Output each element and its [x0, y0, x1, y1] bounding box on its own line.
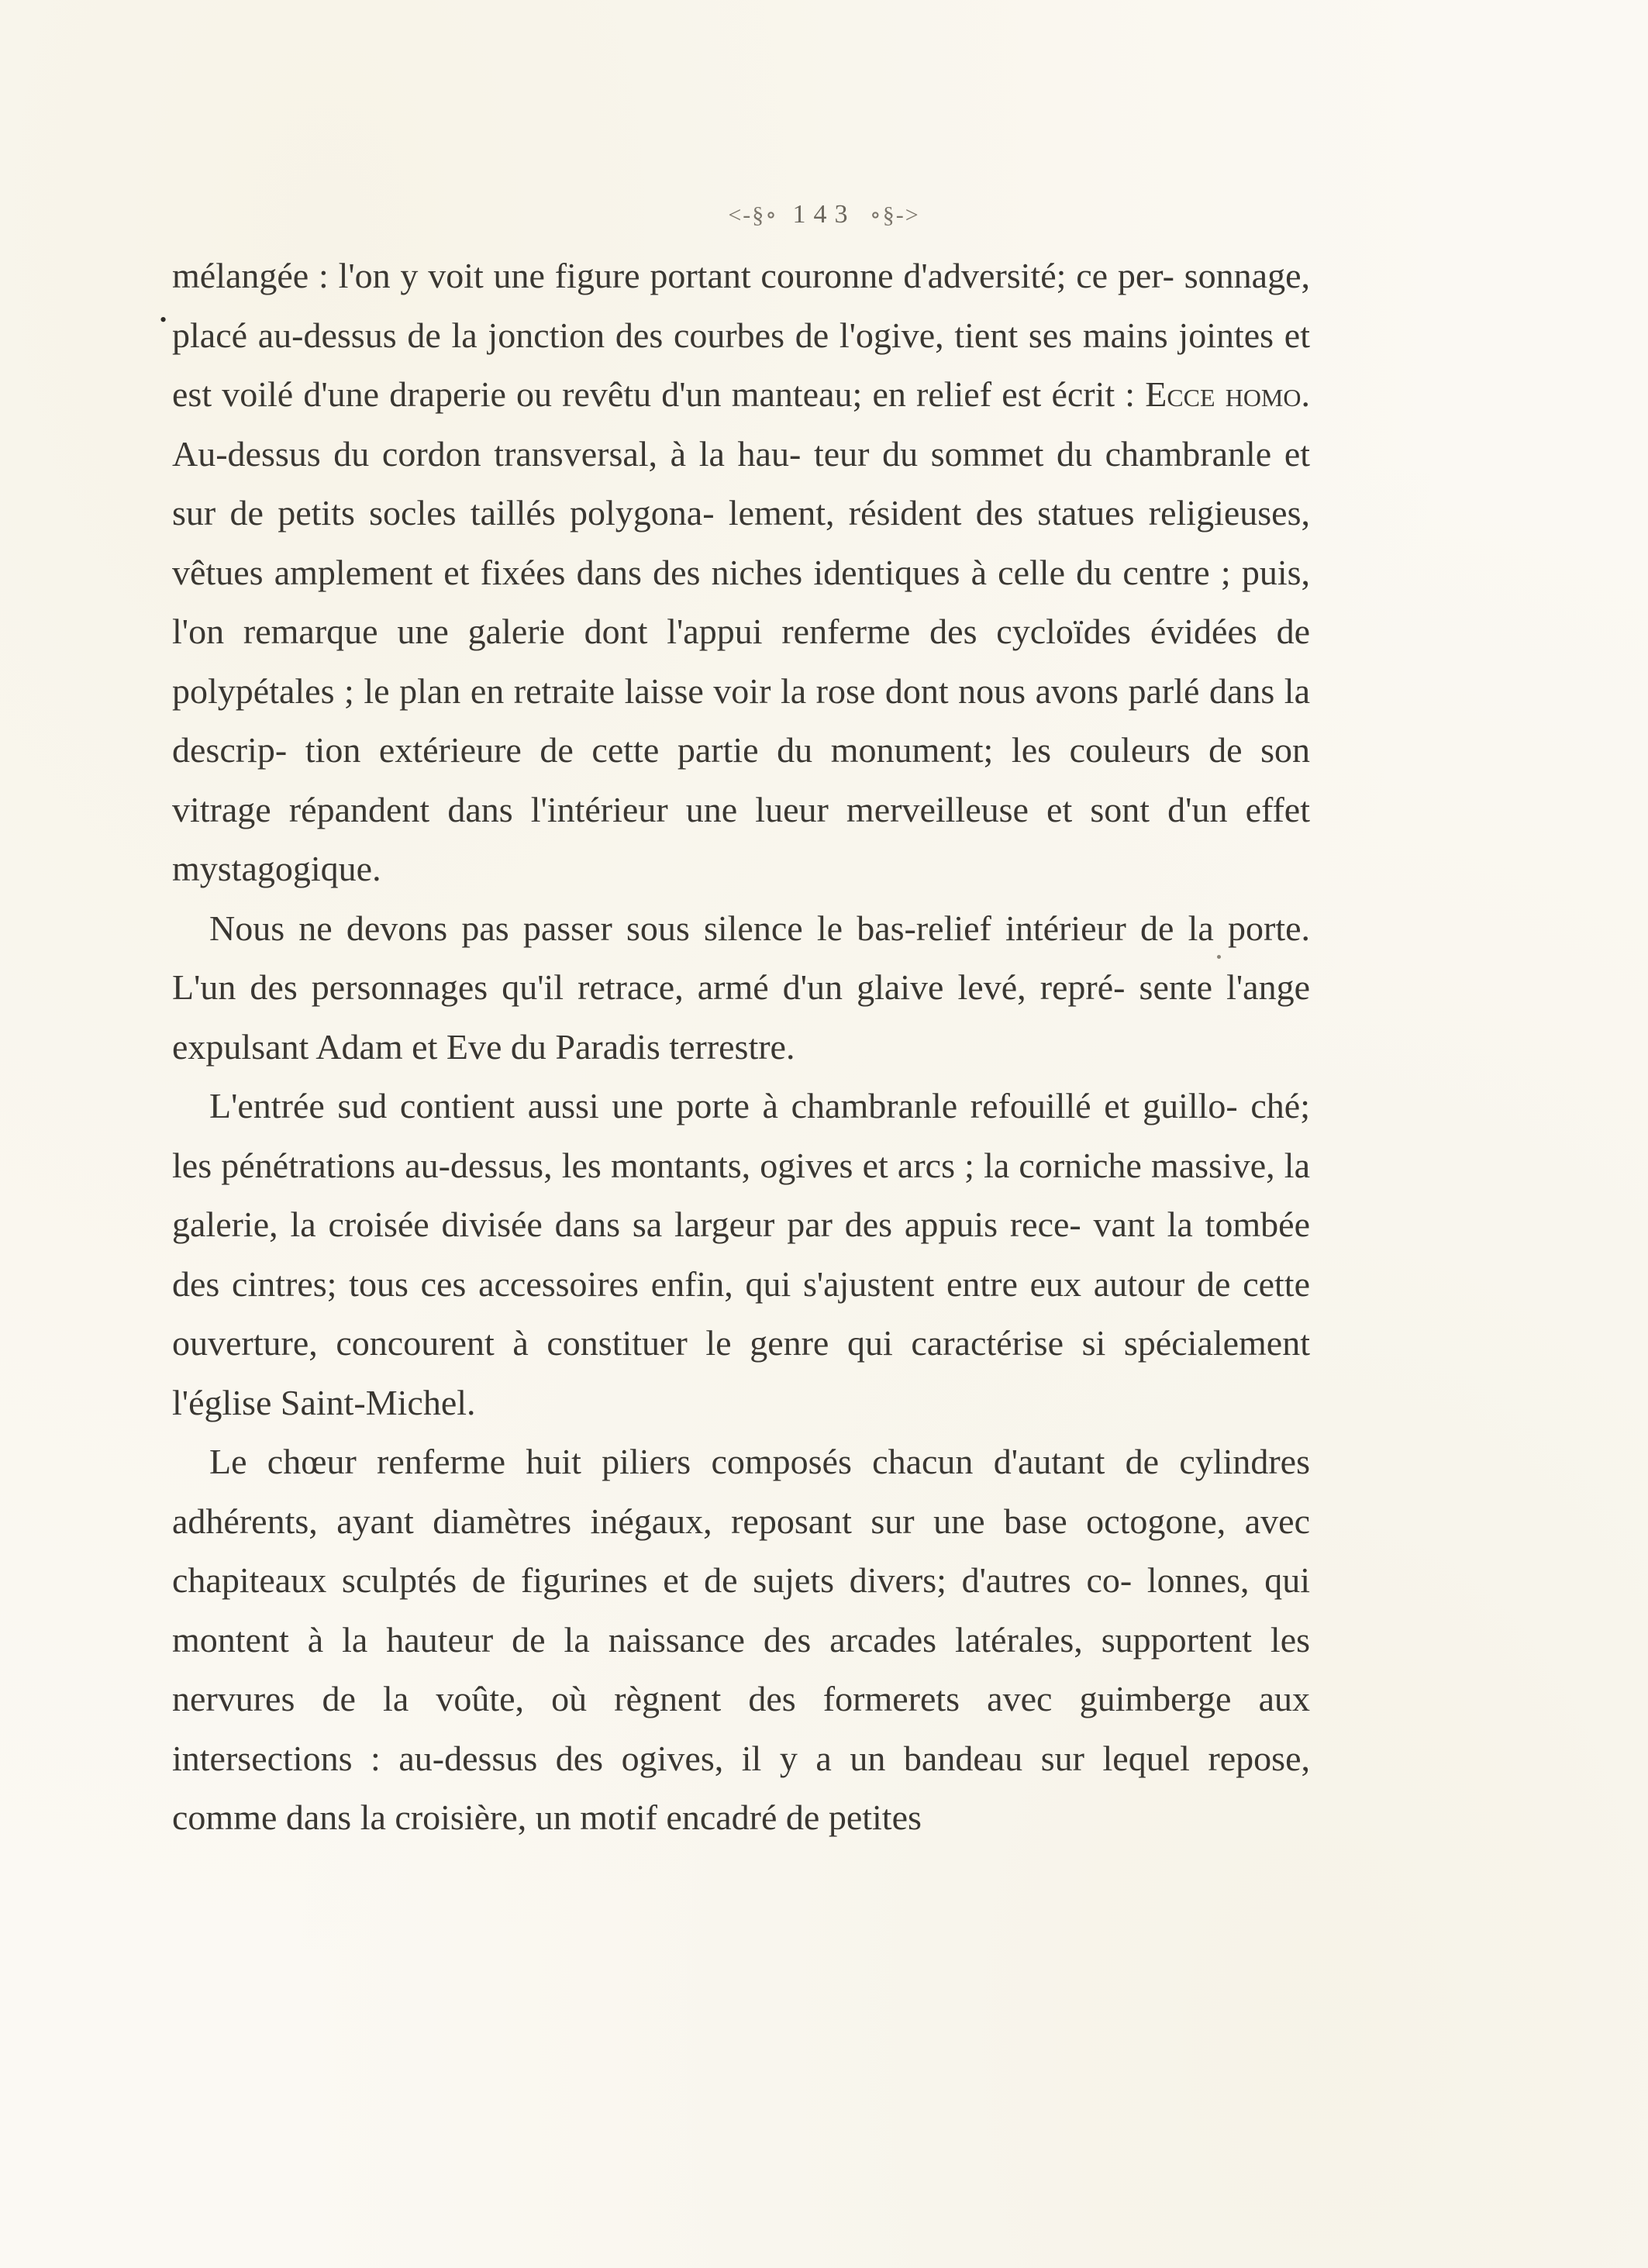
- paragraph: [172, 899, 1310, 1077]
- text-line-part: relief est écrit :: [916, 374, 1146, 414]
- text-line: ché; les pénétrations au-dessus, les montants, ogives et arcs ; la corniche: [172, 1086, 1310, 1185]
- text-line: sur lequel repose, comme dans la croisière, un motif encadré de petites: [172, 1738, 1310, 1837]
- text-line: entre eux autour de cette ouverture, concourent à constituer le genre: [172, 1263, 1310, 1363]
- text-line: qui caractérise si spécialement l'église Saint-Michel.: [172, 1323, 1311, 1422]
- text-line: mains jointes et est voilé d'une draperie ou revêtu d'un manteau; en: [172, 315, 1311, 414]
- ornament-left-icon: <-§∘: [728, 202, 778, 228]
- text-line: Nous ne devons pas passer sous silence le bas-relief intérieur de la: [209, 908, 1214, 948]
- asterisk-mark-icon: •: [160, 308, 167, 331]
- small-caps-phrase: Ecce homo: [1145, 374, 1302, 414]
- text-line: dans des niches identiques à celle du centre ; puis, l'on remarque une: [172, 552, 1310, 651]
- page-header: [0, 200, 1648, 229]
- text-line: massive, la galerie, la croisée divisée dans sa largeur par des appuis rece-: [172, 1145, 1311, 1244]
- text-line: avec chapiteaux sculptés de figurines et de sujets divers; d'autres co-: [172, 1501, 1310, 1600]
- paragraph: [172, 1432, 1310, 1848]
- paragraph: [172, 1077, 1310, 1432]
- text-line: sonnage, placé au-dessus de la jonction des courbes de l'ogive, tient ses: [172, 256, 1310, 355]
- text-line: vant la tombée des cintres; tous ces accessoires enfin, qui s'ajustent: [172, 1205, 1310, 1304]
- text-line: lement, résident des statues religieuses, vêtues amplement et fixées: [172, 493, 1310, 592]
- text-line: teur du sommet du chambranle et sur de petits socles taillés polygona-: [172, 433, 1311, 533]
- text-line: galerie dont l'appui renferme des cycloïdes évidées de polypétales ; le: [172, 612, 1311, 711]
- text-line: lonnes, qui montent à la hauteur de la naissance des arcades latérales,: [172, 1560, 1310, 1660]
- page-number: 143: [792, 200, 856, 229]
- text-line: Le chœur renferme huit piliers composés chacun d'autant de cylindres: [209, 1442, 1310, 1481]
- text-line-part: . Au-dessus du cordon transversal, à la hau-: [172, 374, 1310, 474]
- text-line: guimberge aux intersections : au-dessus des ogives, il y a un bandeau: [172, 1679, 1310, 1778]
- text-line: mystagogique.: [172, 849, 381, 888]
- text-line: supportent les nervures de la voûte, où règnent des formerets avec: [172, 1619, 1311, 1718]
- text-line: plan en retraite laisse voir la rose dont nous avons parlé dans la descrip-: [172, 670, 1311, 770]
- text-line: porte. L'un des personnages qu'il retrace, armé d'un glaive levé, repré-: [172, 908, 1311, 1007]
- text-line: répandent dans l'intérieur une lueur merveilleuse et sont d'un effet: [288, 789, 1311, 829]
- text-line: sente l'ange expulsant Adam et Eve du Paradis terrestre.: [172, 967, 1311, 1067]
- text-line: mélangée : l'on y voit une figure portant couronne d'adversité; ce per-: [172, 256, 1174, 295]
- paragraph: [172, 246, 1310, 899]
- text-line: adhérents, ayant diamètres inégaux, reposant sur une base octogone,: [172, 1501, 1226, 1541]
- body-text: [172, 246, 1310, 1848]
- ornament-right-icon: ∘§->: [870, 202, 920, 228]
- text-line: L'entrée sud contient aussi une porte à chambranle refouillé et guillo-: [209, 1086, 1238, 1125]
- text-line: tion extérieure de cette partie du monument; les couleurs de son vitrage: [172, 730, 1311, 829]
